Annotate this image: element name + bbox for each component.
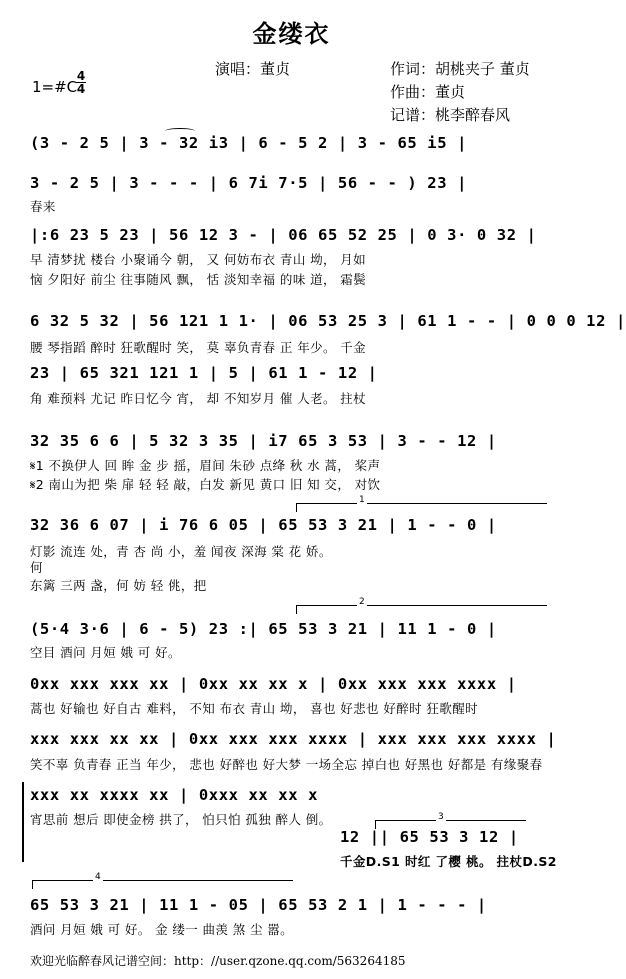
staff-row-10-lyric: 笑不辜 负青春 正当 年少， 悲也 好醉也 好大梦 一场全忘 掉白也 好黑也 好都是 有缘聚春	[30, 757, 543, 772]
staff-row-3-lyric-2: 恼 夕阳好 前尘 往事随风 飘， 恬 淡知幸福 的味 道， 霜鬓	[30, 272, 367, 287]
staff-row-13-notes: 65 53 3 21 | 11 1 - 05 | 65 53 2 1 | 1 - - - |	[30, 896, 487, 914]
footer-credit: 欢迎光临醉春风记谱空间：http：//user.qzone.qq.com/563264185	[30, 954, 406, 968]
staff-row-7-notes: 32 36 6 07 | i 76 6 05 | 65 53 3 21 | 1 - - 0 |	[30, 516, 497, 534]
lyricist-credit: 作词：胡桃夹子 董贞	[390, 60, 530, 78]
staff-row-12-lyric: 千金D.S1 时红 了樱 桃。 拄杖D.S2	[340, 854, 557, 869]
staff-row-2-lyric: 春来	[30, 199, 56, 214]
time-signature-bottom: 4	[76, 82, 86, 96]
staff-row-5-notes: 23 | 65 321 121 1 | 5 | 61 1 - 12 |	[30, 364, 378, 382]
time-signature	[76, 70, 86, 95]
key-signature: 1=#C	[32, 78, 78, 96]
composer-credit: 作曲：董贞	[390, 83, 466, 101]
staff-row-2-notes: 3 - 2 5 | 3 - - - | 6 7i 7·5 | 56 - - ) 23 |	[30, 174, 467, 192]
staff-row-3-lyric-1: 早 清梦扰 楼台 小聚诵今 朝， 又 何妨布衣 青山 坳， 月如	[30, 252, 367, 267]
repeat-bracket	[22, 782, 24, 862]
song-title: 金缕衣	[252, 20, 331, 48]
staff-row-8-notes: (5·4 3·6 | 6 - 5) 23 :| 65 53 3 21 | 11 1 - 0 |	[30, 620, 497, 638]
volta-bracket-3: 3	[375, 820, 526, 829]
staff-row-12-notes: 12 || 65 53 3 12 |	[340, 828, 519, 846]
staff-row-9-lyric: 蒿也 好输也 好自古 难料， 不知 布衣 青山 坳， 喜也 好悲也 好醉时 狂歌醒时	[30, 701, 479, 716]
staff-row-10-notes: xxx xxx xx xx | 0xx xxx xxx xxxx | xxx xxx xxx xxxx |	[30, 730, 557, 748]
staff-row-13-lyric: 酒问 月姮 娥 可 好。 金 缕一 曲羡 煞 尘 嚣。	[30, 922, 294, 937]
slur	[165, 128, 195, 134]
staff-row-5-lyric: 角 难预料 尤记 昨日忆今 宵， 却 不知岁月 催 人老。 拄杖	[30, 391, 367, 406]
staff-row-4-notes: 6 32 5 32 | 56 121 1 1· | 06 53 25 3 | 61 1 - - | 0 0 0 12 |	[30, 312, 626, 330]
staff-row-11-lyric: 宵思前 想后 即使金榜 拱了， 怕只怕 孤独 醉人 倒。	[30, 812, 332, 827]
time-signature-top: 4	[76, 69, 86, 83]
volta-bracket-2: 2	[296, 605, 547, 614]
staff-row-1-notes: (3 - 2 5 | 3 - 32 i3 | 6 - 5 2 | 3 - 65 i5 |	[30, 134, 467, 152]
staff-row-3-notes: |:6 23 5 23 | 56 12 3 - | 06 65 52 25 | 0 3· 0 32 |	[30, 226, 537, 244]
staff-row-11-notes: xxx xx xxxx xx | 0xxx xx xx x	[30, 786, 319, 804]
transcriber-credit: 记谱：桃李醉春风	[390, 106, 511, 124]
staff-row-8-lyric: 空目 酒问 月姮 娥 可 好。	[30, 645, 181, 660]
singer-credit: 演唱：董贞	[215, 60, 291, 78]
staff-row-7-lyric-3: 东篱 三两 盏，何 妨 轻 佻，把	[30, 578, 207, 593]
staff-row-6-notes: 32 35 6 6 | 5 32 3 35 | i7 65 3 53 | 3 - - 12 |	[30, 432, 497, 450]
staff-row-6-lyric-2: 𝄋2 南山为把 柴 扉 轻 轻 敲，白发 新见 黄口 旧 知 交， 对饮	[30, 477, 381, 492]
volta-bracket-1: 1	[296, 503, 547, 512]
staff-row-7-lyric-2: 何	[30, 560, 43, 575]
staff-row-9-notes: 0xx xxx xxx xx | 0xx xx xx x | 0xx xxx xxx xxxx |	[30, 675, 517, 693]
staff-row-7-lyric-1: 灯影 流连 处，青 杏 尚 小，羞 闻夜 深海 棠 花 娇。	[30, 544, 332, 559]
volta-bracket-4: 4	[32, 880, 293, 889]
staff-row-4-lyric: 腰 琴指蹈 醉时 狂歌醒时 笑， 莫 辜负青春 正 年少。 千金	[30, 340, 367, 355]
staff-row-6-lyric-1: 𝄋1 不换伊人 回 眸 金 步 摇，眉间 朱砂 点绛 秋 水 蒿， 桨声	[30, 458, 381, 473]
